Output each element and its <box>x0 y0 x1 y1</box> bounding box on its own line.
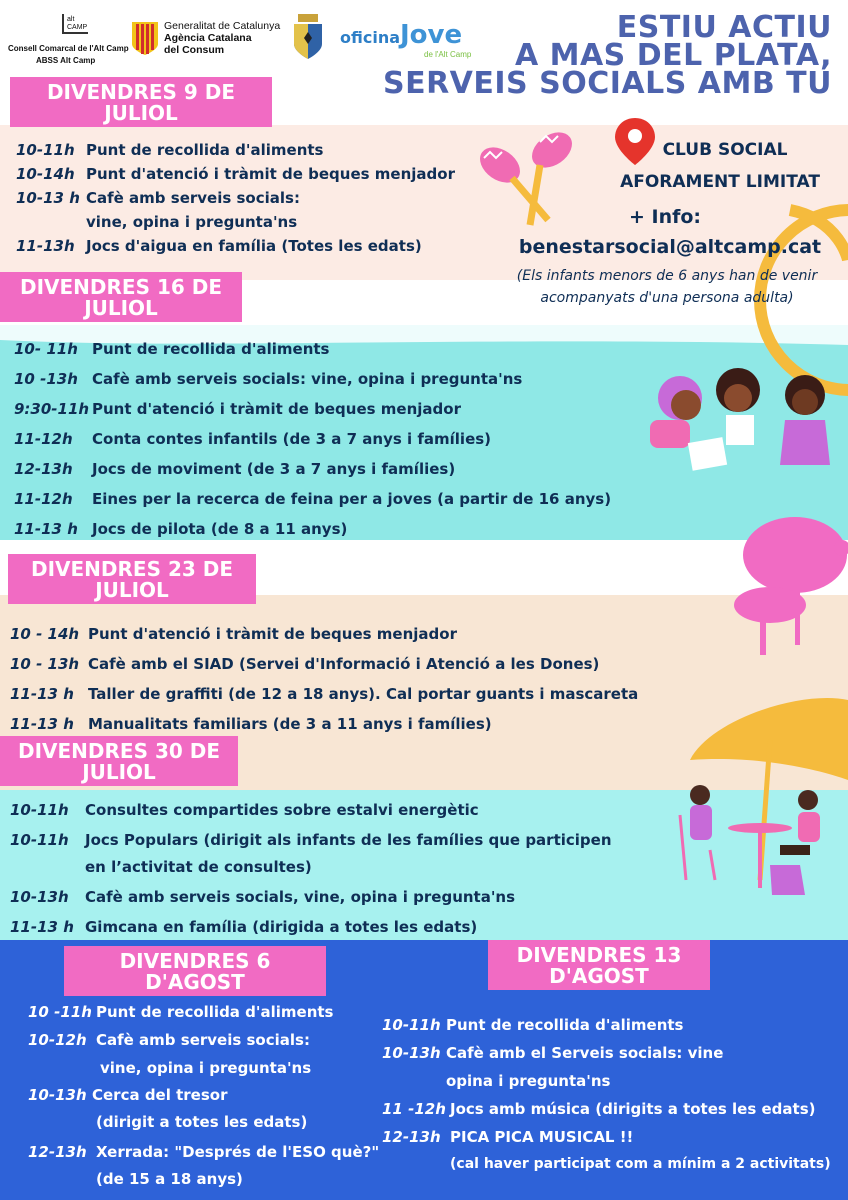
contact-email[interactable]: benestarsocial@altcamp.cat <box>518 236 822 258</box>
pink-splatter <box>743 517 847 593</box>
schedule-row: 10- 11h Punt de recollida d'aliments <box>14 340 330 358</box>
schedule-row: 11-13 h Gimcana en família (dirigida a totes les edats) <box>10 918 478 936</box>
logo-generalitat <box>130 20 290 64</box>
date-label-6-agost: DIVENDRES 6 D'AGOST <box>64 946 326 996</box>
senyera-icon <box>130 20 160 56</box>
schedule-row: 10-13h Cafè amb serveis socials, vine, opina i pregunta'ns <box>10 888 516 906</box>
schedule-row: 11-13 h Manualitats familiars (de 3 a 11 anys i famílies) <box>10 715 492 733</box>
municipal-shield-icon <box>292 14 324 60</box>
location-label: CLUB SOCIAL <box>662 140 788 160</box>
date-label-23-juliol: DIVENDRES 23 DE JULIOL <box>8 554 256 604</box>
title-line-2: A MAS DEL PLATA, <box>514 38 832 73</box>
schedule-row: 10 -13h Cafè amb serveis socials: vine, opina i pregunta'ns <box>14 370 523 388</box>
gen-line3: del Consum <box>164 44 225 56</box>
schedule-row: 10-11h Jocs Populars (dirigit als infants de les famílies que participen <box>10 831 612 849</box>
schedule-row: 10-14h Punt d'atenció i tràmit de beques menjador <box>16 165 455 183</box>
children-illustration <box>650 368 830 471</box>
date-label-16-juliol: DIVENDRES 16 DE JULIOL <box>0 272 242 322</box>
schedule-row: 10 -11h Punt de recollida d'aliments <box>28 1003 334 1021</box>
schedule-row: opina i pregunta'ns <box>446 1072 611 1090</box>
schedule-row: en l’activitat de consultes) <box>85 858 312 876</box>
schedule-row: 9:30-11h Punt d'atenció i tràmit de beques menjador <box>14 400 461 418</box>
schedule-row: 10-13h Cafè amb el Serveis socials: vine <box>382 1044 724 1062</box>
page-title <box>380 10 832 101</box>
title-line-1: ESTIU ACTIU <box>616 10 832 45</box>
capacity-label: AFORAMENT LIMITAT <box>620 172 820 192</box>
jove-sub: de l'Alt Camp <box>424 50 472 59</box>
cafe-illustration <box>680 698 848 895</box>
schedule-row: 10 - 13h Cafè amb el SIAD (Servei d'Informació i Atenció a les Dones) <box>10 655 600 673</box>
schedule-row: 10-11h Consultes compartides sobre estalvi energètic <box>10 801 479 819</box>
schedule-row: 10-13 h Cafè amb serveis socials: <box>16 189 300 207</box>
schedule-row: 11-13 h Jocs de pilota (de 8 a 11 anys) <box>14 520 348 538</box>
jove-word: Jove <box>400 20 463 50</box>
logo-consell <box>8 14 129 66</box>
oficina-word: oficina <box>340 28 401 47</box>
schedule-row: vine, opina i pregunta'ns <box>100 1059 312 1077</box>
schedule-row: 12-13h Jocs de moviment (de 3 a 7 anys i famílies) <box>14 460 456 478</box>
schedule-row: 10-13h Cerca del tresor <box>28 1086 228 1104</box>
gen-line1: Generalitat de Catalunya <box>164 20 281 32</box>
schedule-row: 12-13h PICA PICA MUSICAL !! <box>382 1128 634 1146</box>
schedule-row: (cal haver participat com a mínim a 2 activitats) <box>450 1156 831 1172</box>
schedule-row: 11-12h Eines per la recerca de feina per a joves (a partir de 16 anys) <box>14 490 612 508</box>
gen-line2: Agència Catalana <box>164 32 252 44</box>
date-label-9-juliol: DIVENDRES 9 DE JULIOL <box>10 77 272 127</box>
schedule-row: 10 - 14h Punt d'atenció i tràmit de beques menjador <box>10 625 457 643</box>
date-label-13-agost: DIVENDRES 13 D'AGOST <box>488 940 710 990</box>
schedule-row: 10-11h Punt de recollida d'aliments <box>382 1016 684 1034</box>
consell-line1: Consell Comarcal de l'Alt Camp <box>8 44 129 53</box>
note-line-1: (Els infants menors de 6 anys han de venir <box>516 268 818 284</box>
date-label-30-juliol: DIVENDRES 30 DE JULIOL <box>0 736 238 786</box>
note-line-2: acompanyats d'una persona adulta) <box>540 290 794 306</box>
schedule-row: 11-13h Jocs d'aigua en família (Totes les edats) <box>16 237 422 255</box>
schedule-row: (de 15 a 18 anys) <box>96 1170 243 1188</box>
consell-line2: ABSS Alt Camp <box>36 56 96 65</box>
schedule-row: 11 -12h Jocs amb música (dirigits a totes les edats) <box>382 1100 816 1118</box>
schedule-row: (dirigit a totes les edats) <box>96 1113 308 1131</box>
schedule-row: 11-13 h Taller de graffiti (de 12 a 18 anys). Cal portar guants i mascareta <box>10 685 639 703</box>
title-line-3: SERVEIS SOCIALS AMB TU <box>382 66 832 101</box>
schedule-row: 10-12h Cafè amb serveis socials: <box>28 1031 310 1049</box>
schedule-row: vine, opina i pregunta'ns <box>86 213 298 231</box>
schedule-row: 11-12h Conta contes infantils (de 3 a 7 anys i famílies) <box>14 430 492 448</box>
schedule-row: 10-11h Punt de recollida d'aliments <box>16 141 324 159</box>
consell-mark: alt CAMP <box>62 14 88 34</box>
schedule-row: 12-13h Xerrada: "Després de l'ESO què?" <box>28 1143 380 1161</box>
more-info-label: + Info: <box>628 206 702 228</box>
